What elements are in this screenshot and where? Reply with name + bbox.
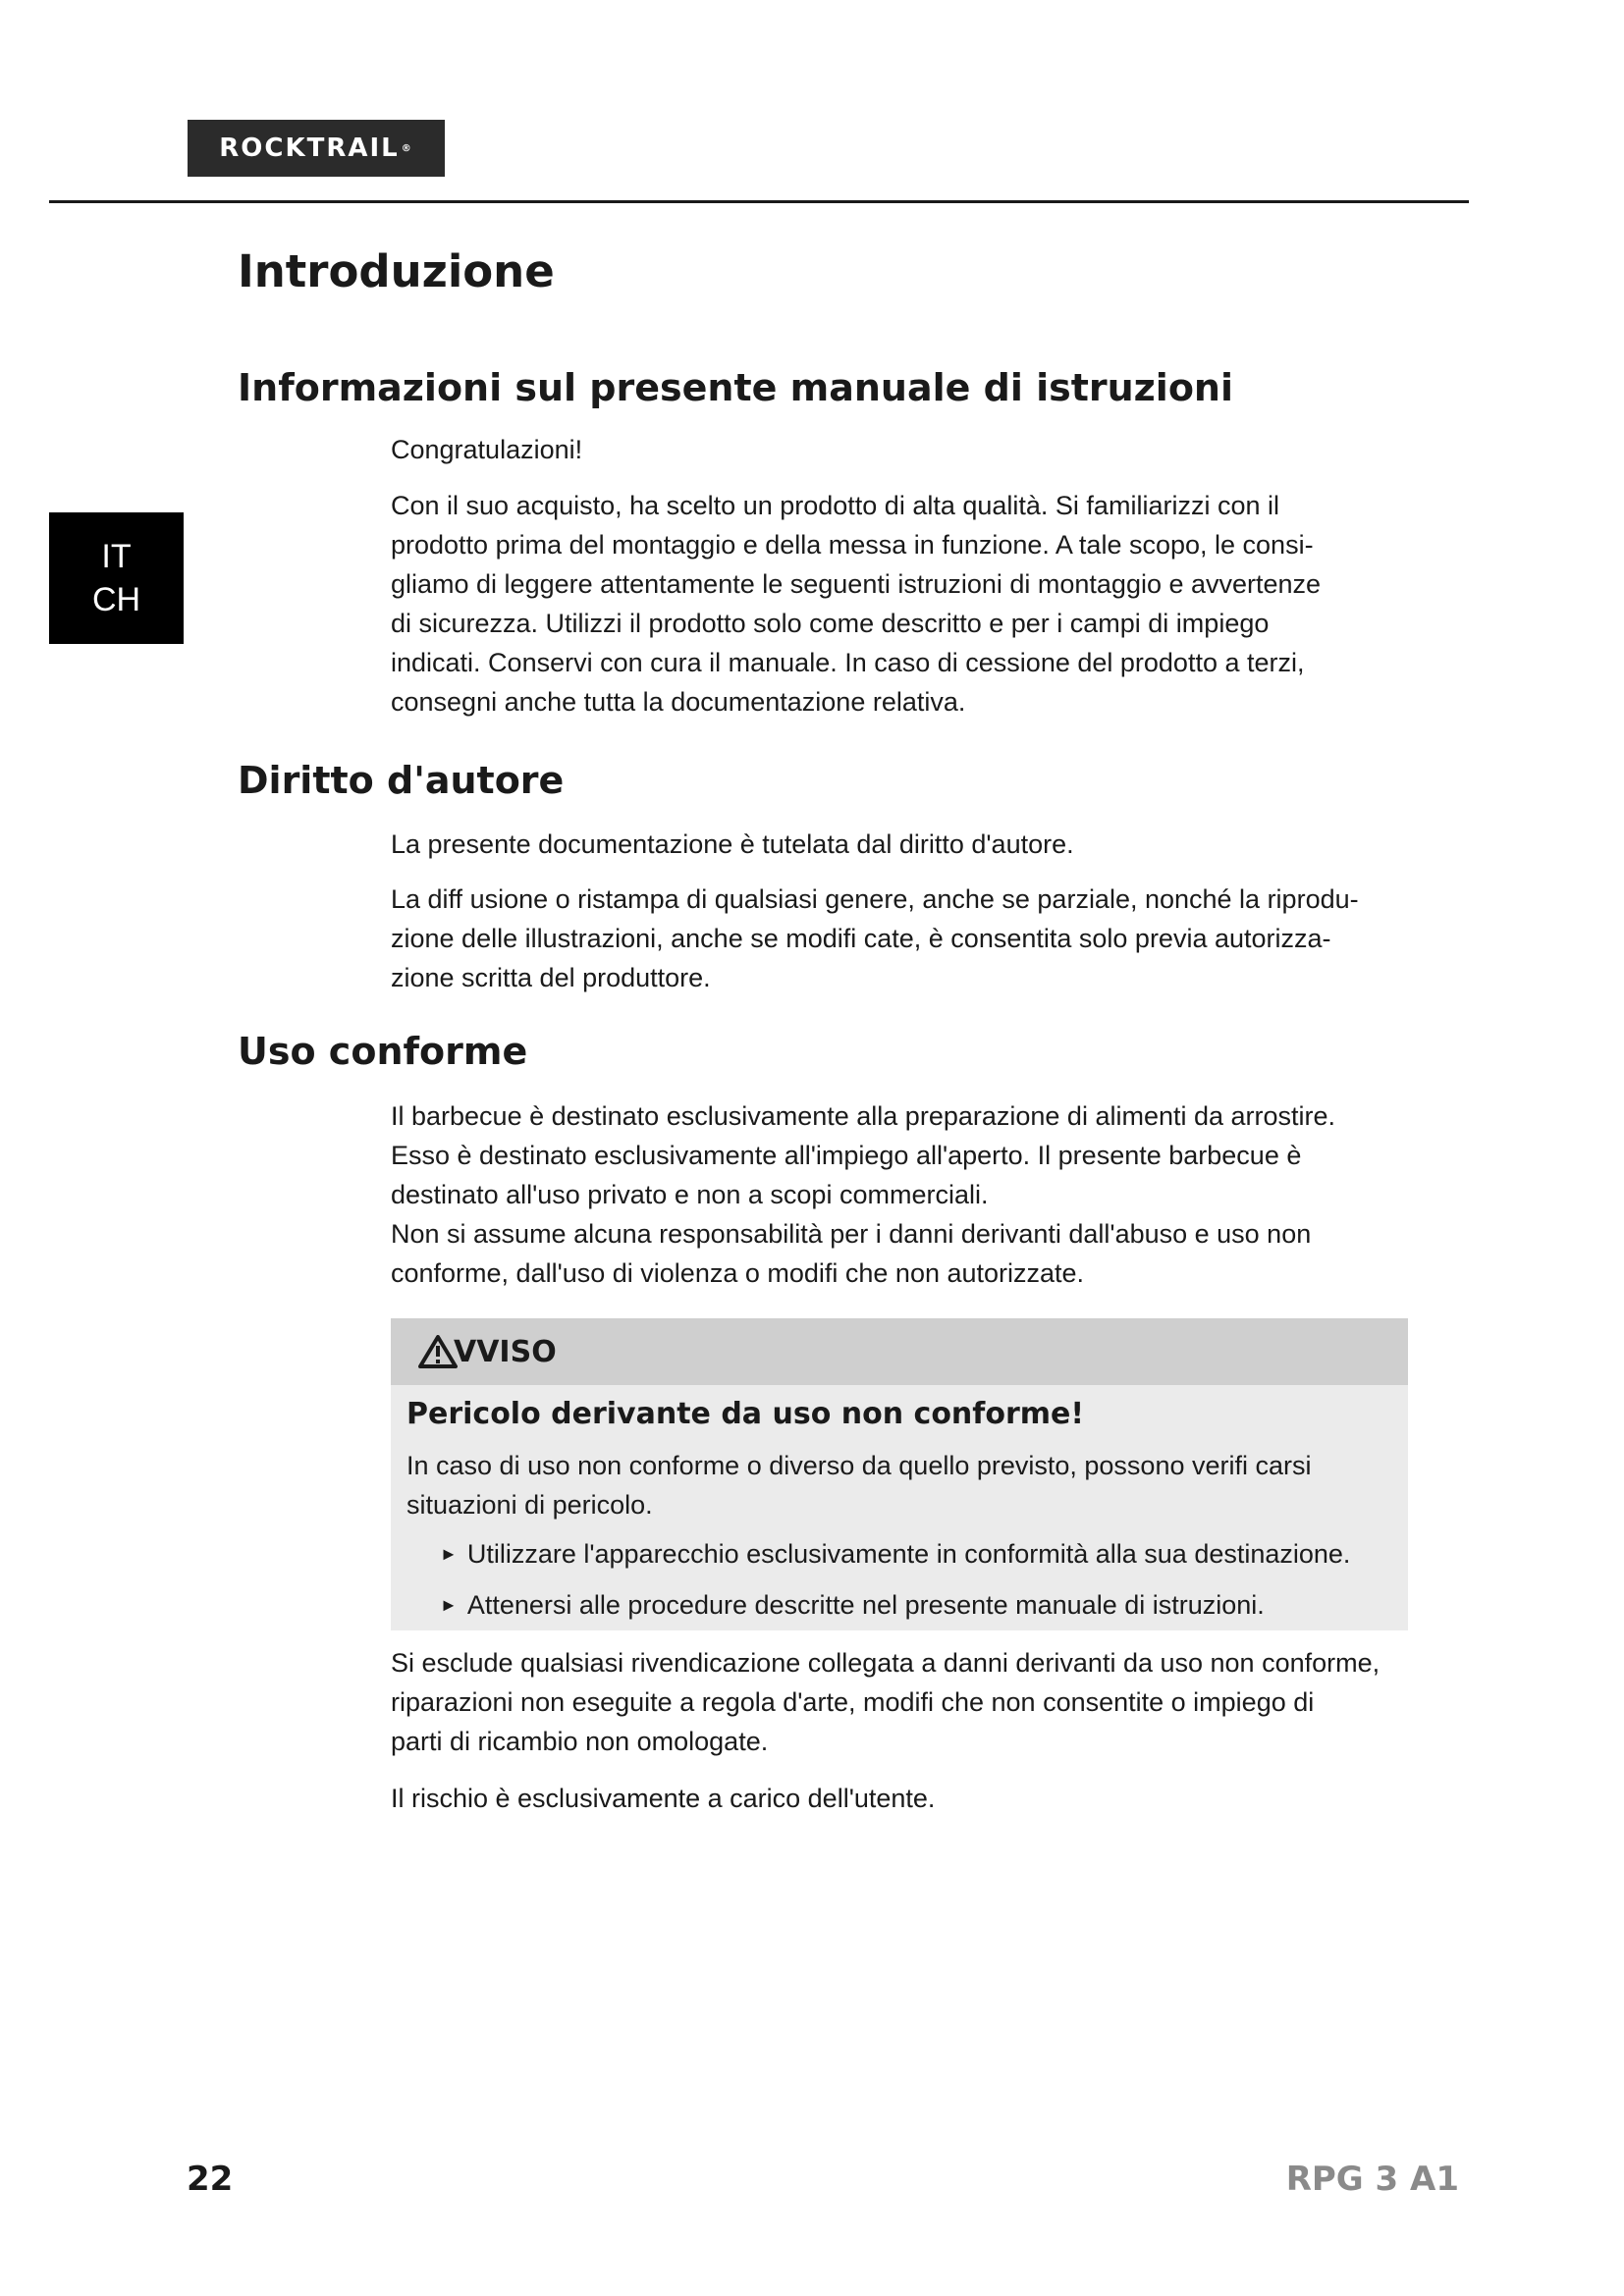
liability-line: parti di ricambio non omologate. [391, 1727, 769, 1756]
language-tab-line1: IT [101, 538, 132, 575]
language-tab-line2: CH [91, 581, 141, 618]
warning-triangle-icon [418, 1335, 458, 1368]
brand-logo [188, 120, 445, 177]
warning-text-line: situazioni di pericolo. [406, 1490, 653, 1520]
brand-logo-mark: ® [401, 142, 413, 154]
intended-use-line: destinato all'uso privato e non a scopi commerciali. [391, 1180, 989, 1209]
copyright-line: zione scritta del produttore. [391, 963, 711, 992]
manual-line: indicati. Conservi con cura il manuale. In caso di cessione del prodotto a terzi, [391, 648, 1305, 677]
manual-paragraph [391, 486, 1432, 721]
liability-paragraph [391, 1643, 1432, 1761]
greeting-text: Congratulazioni! [391, 435, 583, 464]
section-heading-copyright: Diritto d'autore [238, 759, 565, 802]
warning-bullet-text: Utilizzare l'apparecchio esclusivamente in conformità alla sua destinazione. [466, 1539, 1351, 1569]
section-heading-intended-use: Uso conforme [238, 1030, 528, 1073]
warning-text [406, 1446, 1398, 1524]
warning-bullet-text: Attenersi alle procedure descritte nel presente manuale di istruzioni. [466, 1590, 1265, 1620]
manual-line: consegni anche tutta la documentazione relativa. [391, 687, 966, 717]
copyright-line: zione delle illustrazioni, anche se modifi cate, è consentita solo previa autorizza- [391, 924, 1331, 953]
copyright-paragraph-1: La presente documentazione è tutelata dal diritto d'autore. [391, 829, 1074, 859]
warning-bullet [440, 1585, 1265, 1625]
warning-label: VVISO [454, 1334, 557, 1369]
risk-statement: Il rischio è esclusivamente a carico dell'utente. [391, 1784, 936, 1813]
warning-bullet [440, 1534, 1350, 1574]
manual-line: Con il suo acquisto, ha scelto un prodotto di alta qualità. Si familiarizzi con il [391, 491, 1279, 520]
liability-line: Si esclude qualsiasi rivendicazione collegata a danni derivanti da uso non conforme, [391, 1648, 1380, 1678]
intended-use-line: conforme, dall'uso di violenza o modifi che non autorizzate. [391, 1258, 1085, 1288]
intended-use-line: Esso è destinato esclusivamente all'impiego all'aperto. Il presente barbecue è [391, 1141, 1302, 1170]
copyright-paragraph-2 [391, 880, 1432, 997]
section-heading-manual: Informazioni sul presente manuale di istruzioni [238, 366, 1234, 409]
intended-use-paragraph [391, 1096, 1432, 1293]
page-title: Introduzione [238, 245, 555, 297]
bullet-arrow-icon: ► [440, 1544, 458, 1564]
manual-line: di sicurezza. Utilizzi il prodotto solo come descritto e per i campi di impiego [391, 609, 1270, 638]
header-divider [49, 200, 1469, 203]
brand-logo-text: ROCKTRAIL [219, 133, 400, 163]
language-tab [49, 512, 184, 644]
page-number: 22 [187, 2160, 234, 2199]
warning-title: Pericolo derivante da uso non conforme! [406, 1397, 1085, 1431]
warning-box [391, 1318, 1408, 1630]
manual-line: prodotto prima del montaggio e della messa in funzione. A tale scopo, le consi- [391, 530, 1314, 560]
copyright-line: La diff usione o ristampa di qualsiasi genere, anche se parziale, nonché la riprodu- [391, 884, 1359, 914]
warning-header [391, 1318, 1408, 1385]
warning-text-line: In caso di uso non conforme o diverso da quello previsto, possono verifi carsi [406, 1451, 1312, 1480]
model-number: RPG 3 A1 [1285, 2160, 1459, 2199]
bullet-arrow-icon: ► [440, 1595, 458, 1615]
intended-use-line: Non si assume alcuna responsabilità per i danni derivanti dall'abuso e uso non [391, 1219, 1312, 1249]
liability-line: riparazioni non eseguite a regola d'arte, modifi che non consentite o impiego di [391, 1687, 1315, 1717]
manual-line: gliamo di leggere attentamente le seguenti istruzioni di montaggio e avvertenze [391, 569, 1322, 599]
intended-use-line: Il barbecue è destinato esclusivamente alla preparazione di alimenti da arrostire. [391, 1101, 1336, 1131]
